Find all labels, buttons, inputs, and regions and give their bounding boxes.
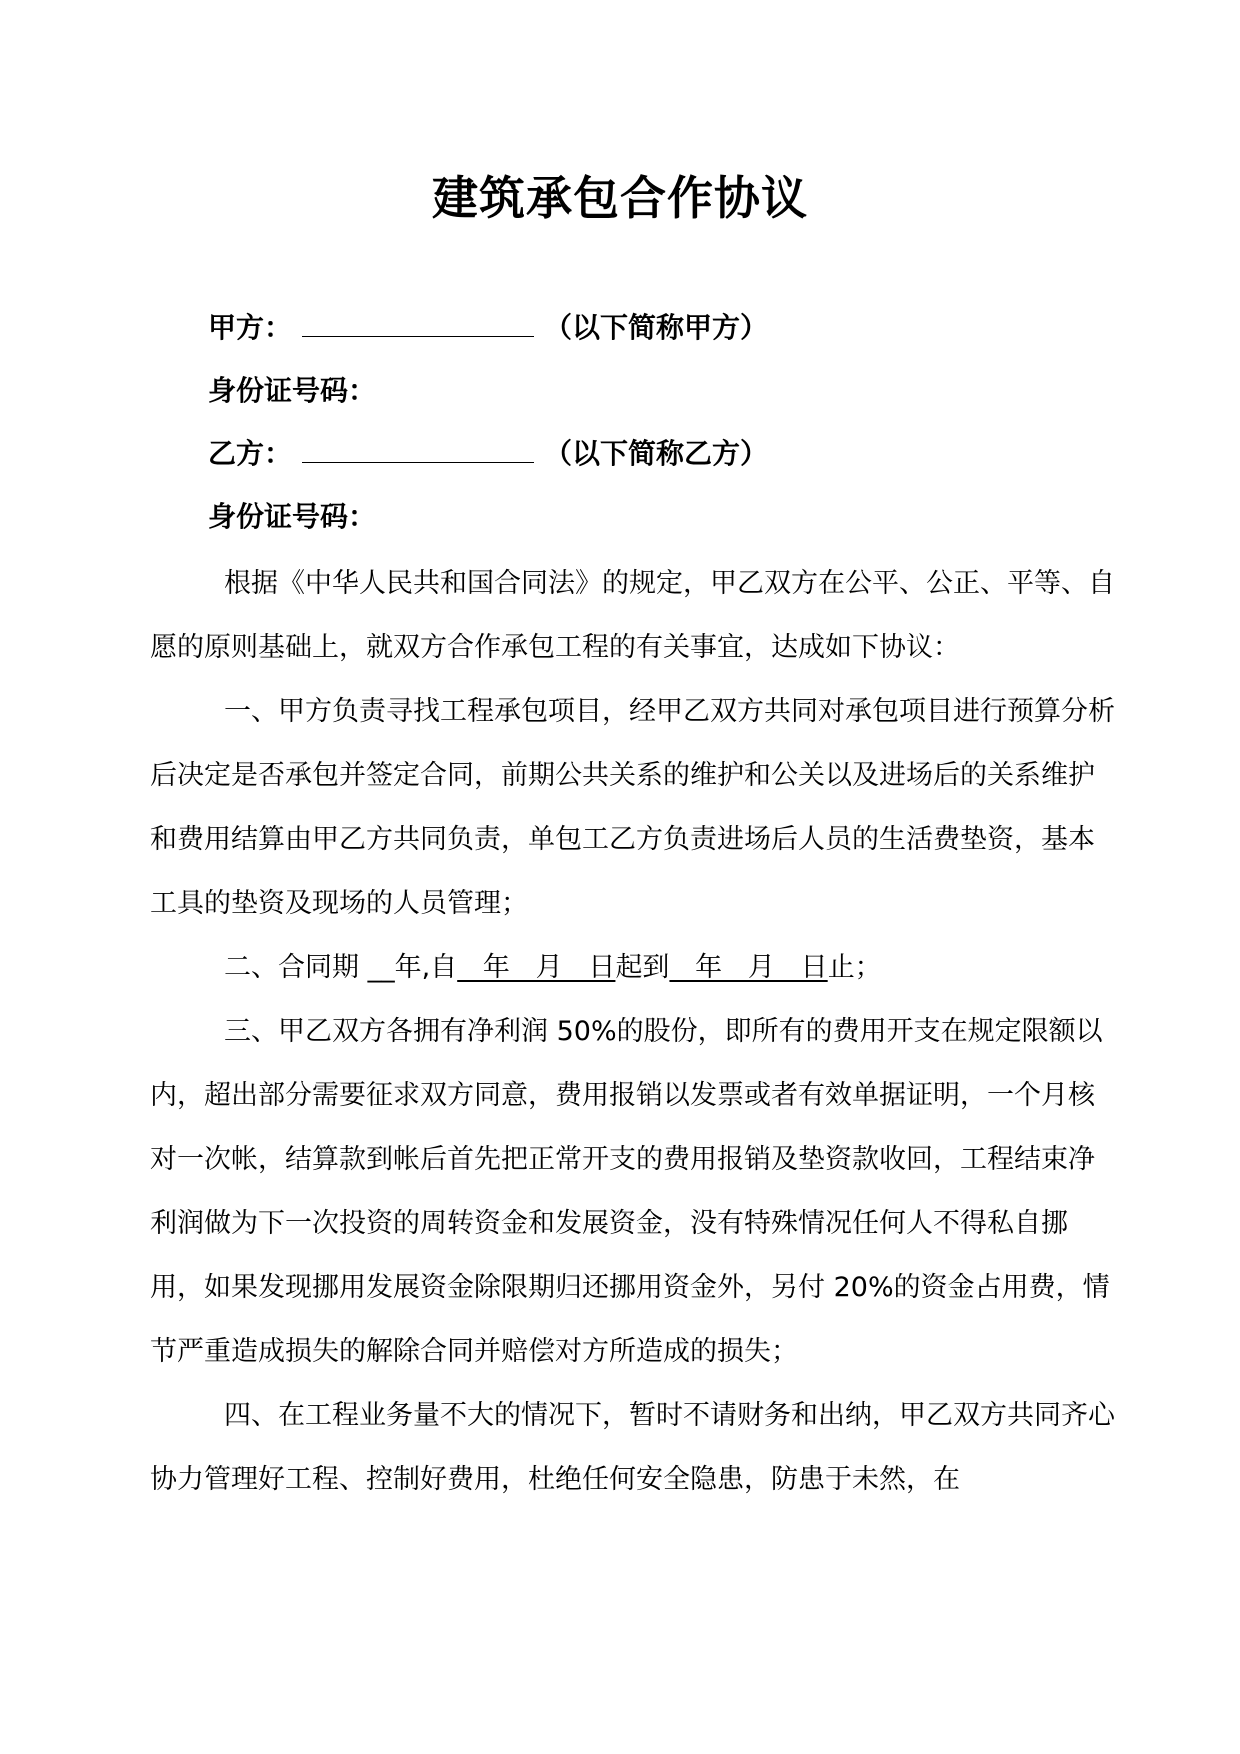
clause-2-years-unit: 年,自 [394,952,458,983]
party-a-id-label: 身份证号码： [208,374,377,407]
document-title: 建筑承包合作协议 [432,171,808,225]
clause-4-paragraph: 四、在工程业务量不大的情况下，暂时不请财务和出纳，甲乙双方共同齐心协力管理好工程、控制好费用，杜绝任何安全隐患，防患于未然，在 [150,1400,1115,1495]
party-b-id-label: 身份证号码： [208,500,377,533]
clause-2-mid: 起到 [615,952,670,983]
clause-2-end-date: 年 月 日 [669,952,828,983]
party-a-line [208,308,768,348]
clause-2-suffix: 止； [827,952,882,983]
party-b-label: 乙方： [208,437,293,470]
party-a-blank [302,308,534,337]
party-a-id-line [208,371,376,411]
party-b-line [208,434,768,474]
clause-2-start-date: 年 月 日 [457,952,616,983]
clause-2-years-blank: __ [359,952,395,983]
document-body [150,552,1120,1512]
party-b-id-line [208,497,376,537]
clause-2-paragraph [150,936,1120,1000]
party-a-note: （以下简称甲方） [544,311,769,344]
party-a-label: 甲方： [208,311,293,344]
clause-1-paragraph: 一、甲方负责寻找工程承包项目，经甲乙双方共同对承包项目进行预算分析后决定是否承包并签定合同，前期公共关系的维护和公关以及进场后的关系维护和费用结算由甲乙方共同负责，单包工乙方负责进场后人员的生活费垫资，基本工具的垫资及现场的人员管理； [150,696,1115,919]
clause-3-paragraph: 三、甲乙双方各拥有净利润 50%的股份，即所有的费用开支在规定限额以内，超出部分需要征求双方同意，费用报销以发票或者有效单据证明，一个月核对一次帐，结算款到帐后首先把正常开支的费用报销及垫资款收回，工程结束净利润做为下一次投资的周转资金和发展资金，没有特殊情况任何人不得私自挪用，如果发现挪用发展资金除限期归还挪用资金外，另付 20%的资金占用费，情节严重造成损失的解除合同并赔偿对方所造成的损失； [150,1016,1110,1367]
clause-2-prefix: 二、合同期 [224,952,359,983]
party-b-blank [302,434,534,463]
party-b-note: （以下简称乙方） [544,437,769,470]
intro-paragraph: 根据《中华人民共和国合同法》的规定，甲乙双方在公平、公正、平等、自愿的原则基础上，就双方合作承包工程的有关事宜，达成如下协议： [150,568,1115,663]
